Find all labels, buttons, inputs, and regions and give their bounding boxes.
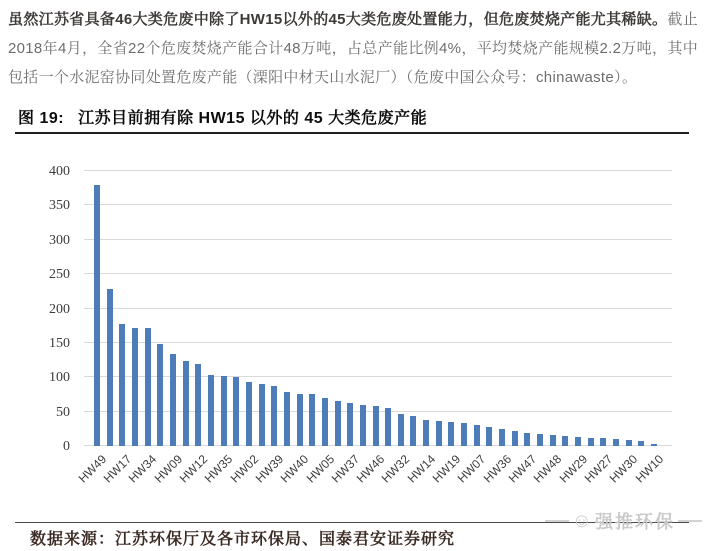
bar-HW12 (195, 364, 201, 446)
bar-HW17 (119, 324, 125, 446)
bar-col8 (183, 361, 189, 446)
bar-col26 (410, 416, 416, 446)
x-tick-label: HW14 (404, 452, 439, 486)
bar-HW37 (347, 403, 353, 446)
gridline (84, 308, 672, 309)
bar-col18 (309, 394, 315, 446)
bar-col10 (208, 375, 214, 447)
smiley-face-icon: ☺ (571, 510, 592, 532)
x-tick-label: HW19 (429, 452, 464, 486)
bar-HW02 (246, 382, 252, 446)
gridline (84, 170, 672, 171)
bar-col34 (512, 431, 518, 446)
bar-HW14 (423, 420, 429, 446)
x-tick-label: HW47 (505, 452, 540, 486)
watermark-label: 强推环保 (595, 512, 675, 532)
bar-HW34 (145, 328, 151, 446)
y-axis-labels (22, 164, 78, 454)
gridline (84, 342, 672, 343)
gridline (84, 273, 672, 274)
x-tick-label: HW32 (379, 452, 413, 486)
bar-HW05 (322, 398, 328, 446)
x-tick-label: HW37 (328, 452, 363, 486)
figure-number-label: 图 19: (18, 110, 65, 127)
bar-HW32 (398, 414, 404, 446)
bar-HW07 (474, 425, 480, 446)
watermark (545, 508, 702, 534)
bar-HW29 (575, 437, 581, 446)
intro-paragraph (8, 5, 698, 92)
bar-col38 (562, 436, 568, 446)
x-tick-label: HW35 (202, 452, 236, 486)
bar-HW39 (271, 386, 277, 447)
bar-HW30 (626, 440, 632, 446)
x-tick-label: HW40 (277, 452, 312, 486)
chart-plot (84, 171, 672, 446)
bar-col20 (335, 401, 341, 446)
y-tick-label: 350 (49, 198, 70, 214)
x-tick-label: HW27 (581, 452, 616, 486)
bar-col42 (613, 439, 619, 446)
watermark-line-left (545, 520, 569, 522)
bar-col4 (132, 328, 138, 446)
x-tick-label: HW05 (303, 452, 337, 486)
x-tick-label: HW36 (480, 452, 514, 486)
x-tick-label: HW29 (556, 452, 590, 486)
bar-col30 (461, 423, 467, 446)
bar-col22 (360, 405, 366, 446)
title-divider (15, 132, 689, 134)
x-tick-label: HW12 (176, 452, 211, 486)
x-tick-label: HW10 (632, 452, 666, 486)
bar-HW10 (651, 444, 657, 446)
x-tick-label: HW30 (607, 452, 641, 486)
bar-col14 (259, 384, 265, 446)
intro-regular-text: 截止2018年4月，全省22个危废焚烧产能合计48万吨，占总产能比例4%，平均焚烧产能规模2.2万吨，其中包括一个水泥窑协同处置危废产能（溧阳中材天山水泥厂）（危废中国公众号：chinawaste）。 (8, 11, 698, 86)
figure-title (18, 105, 427, 128)
y-tick-label: 250 (49, 267, 70, 283)
bar-col28 (436, 421, 442, 446)
figure-caption: 江苏目前拥有除 HW15 以外的 45 大类危废产能 (78, 110, 428, 127)
bar-HW09 (170, 354, 176, 446)
bar-col24 (385, 408, 391, 446)
x-tick-label: HW39 (252, 452, 287, 486)
bar-col16 (284, 392, 290, 446)
bar-HW49 (94, 185, 100, 446)
bar-HW47 (524, 433, 530, 446)
bar-HW27 (600, 438, 606, 446)
gridline (84, 239, 672, 240)
gridline (84, 204, 672, 205)
x-tick-label: HW48 (531, 452, 565, 486)
bar-HW19 (448, 422, 454, 446)
bar-col44 (638, 441, 644, 446)
bar-HW40 (297, 394, 303, 446)
bar-col2 (107, 289, 113, 446)
intro-bold-text: 虽然江苏省具备46大类危废中除了HW15以外的45大类危废处置能力，但危废焚烧产能尤其稀缺。 (8, 11, 668, 28)
y-tick-label: 50 (56, 404, 70, 420)
x-tick-label: HW46 (353, 452, 388, 486)
bar-HW48 (550, 435, 556, 446)
x-tick-label: HW17 (100, 452, 135, 486)
bar-HW46 (373, 406, 379, 446)
bar-HW35 (221, 376, 227, 446)
bar-col40 (588, 438, 594, 446)
y-tick-label: 300 (49, 232, 70, 248)
bar-col36 (537, 434, 543, 446)
y-tick-label: 200 (49, 301, 70, 317)
x-tick-label: HW49 (75, 452, 109, 486)
x-tick-label: HW09 (151, 452, 185, 486)
data-source: 数据来源：江苏环保厅及各市环保局、国泰君安证券研究 (30, 531, 456, 548)
y-tick-label: 0 (63, 439, 70, 454)
watermark-line-right (678, 520, 702, 522)
x-tick-label: HW02 (227, 452, 261, 486)
y-tick-label: 150 (49, 335, 70, 351)
bar-HW36 (499, 429, 505, 446)
bar-col6 (157, 344, 163, 446)
x-tick-label: HW34 (126, 452, 160, 486)
x-tick-label: HW07 (455, 452, 489, 486)
y-tick-label: 400 (49, 164, 70, 179)
bar-col12 (233, 377, 239, 446)
bar-col32 (486, 427, 492, 446)
y-tick-label: 100 (49, 370, 70, 386)
